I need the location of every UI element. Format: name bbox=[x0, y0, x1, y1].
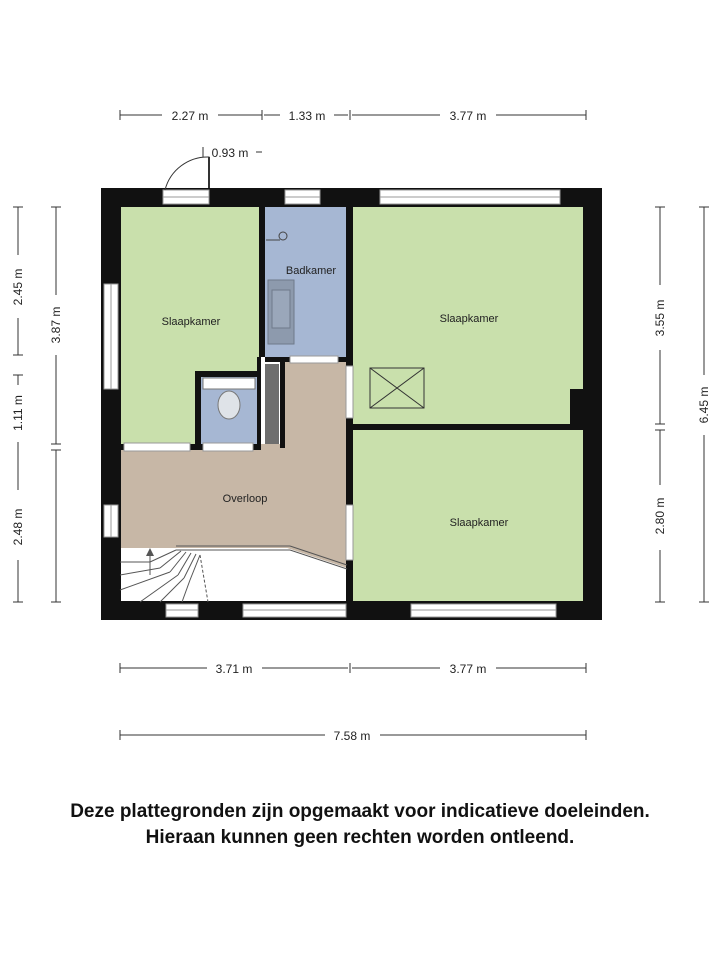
disclaimer-line-1: Deze plattegronden zijn opgemaakt voor indicatieve doeleinden. bbox=[70, 801, 650, 822]
dim-right-1: 3.55 m bbox=[653, 299, 667, 337]
dim-bottom-2: 3.77 m bbox=[449, 662, 487, 676]
dim-left bbox=[11, 207, 63, 602]
label-slaapkamer-left: Slaapkamer bbox=[161, 316, 221, 328]
dim-left-inner: 3.87 m bbox=[49, 306, 63, 344]
label-badkamer: Badkamer bbox=[285, 265, 337, 277]
disclaimer-line-2: Hieraan kunnen geen rechten worden ontleend. bbox=[145, 827, 575, 848]
label-slaapkamer-bottom-right: Slaapkamer bbox=[449, 517, 509, 529]
shaft bbox=[265, 364, 279, 444]
label-slaapkamer-top-right: Slaapkamer bbox=[439, 313, 499, 325]
dim-top-1: 2.27 m bbox=[171, 109, 209, 123]
dim-left-2: 1.11 m bbox=[11, 395, 25, 431]
washbasin-bowl bbox=[272, 290, 290, 328]
dim-top bbox=[120, 109, 586, 123]
dim-door bbox=[203, 146, 262, 160]
dim-right-outer: 6.45 m bbox=[697, 386, 711, 424]
dim-left-1: 2.45 m bbox=[11, 268, 25, 306]
dim-top-2: 1.33 m bbox=[288, 109, 326, 123]
dim-bottom bbox=[120, 662, 586, 743]
dim-right-2: 2.80 m bbox=[653, 497, 667, 535]
room-slaapkamer-bottom-right bbox=[353, 430, 583, 602]
door-swing bbox=[165, 157, 209, 190]
label-overloop: Overloop bbox=[222, 493, 268, 505]
dim-door-label: 0.93 m bbox=[211, 146, 249, 160]
dim-right bbox=[653, 207, 711, 602]
dim-bottom-1: 3.71 m bbox=[215, 662, 253, 676]
dim-left-3: 2.48 m bbox=[11, 508, 25, 546]
dim-total-width: 7.58 m bbox=[333, 729, 371, 743]
dim-top-3: 3.77 m bbox=[449, 109, 487, 123]
toilet-icon bbox=[218, 391, 240, 419]
toilet-cistern bbox=[203, 378, 255, 389]
